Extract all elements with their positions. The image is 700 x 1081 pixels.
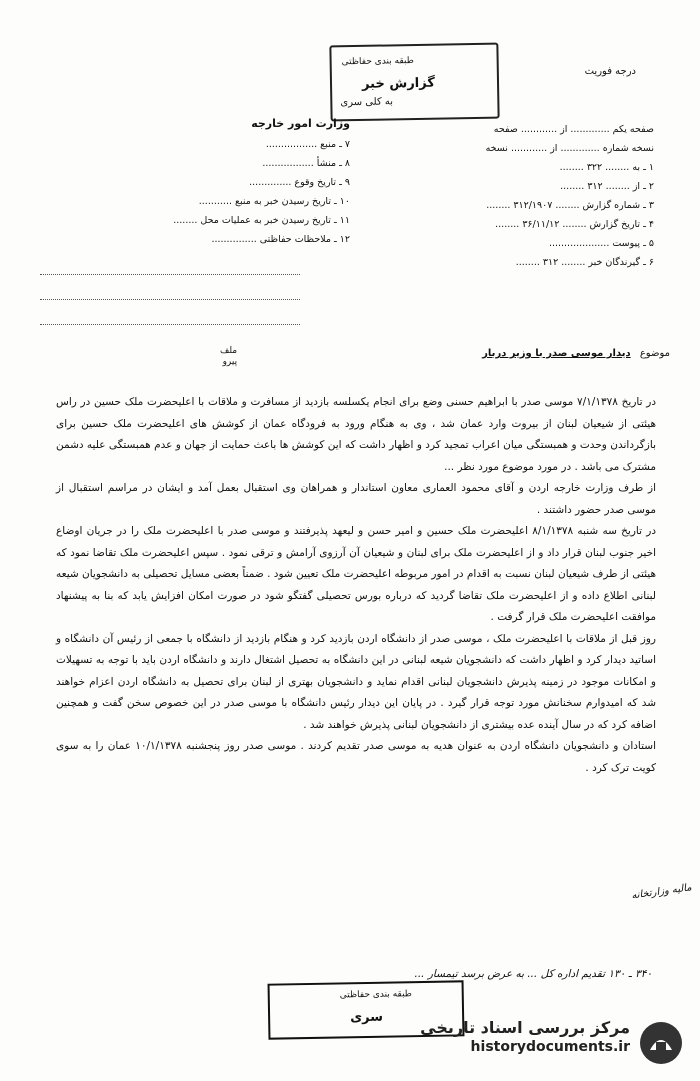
meta-left-row: ۸ ـ منشأ ................. — [262, 158, 350, 169]
subject-label: موضوع — [639, 348, 670, 359]
meta-left-row: ۱۲ ـ ملاحظات حفاظتی ............... — [211, 234, 350, 245]
meta-right-row: صفحه یکم ............. از ............ صفحه — [493, 124, 654, 135]
meta-right-row: ۶ ـ گیرندگان خبر ........ ۳۱۲ ........ — [515, 257, 654, 268]
body-paragraph: در تاریخ ۷/۱/۱۳۷۸ موسی صدر با ابراهیم حسنی وضع برای انجام یکسلسه بازدید از مسافرت و ملاقات با اعلیحضرت ملک حسین در راس هیئتی از شیعیان لبنان از بیروت وارد عمان شد ، وی به هنگام ورود به فرودگاه عمان از کوشش های اعلیحضرت ملک حسین برای بازگرداندن وحدت و همبستگی میان اعراب تمجید کرد و اظهار داشت که این کوشش ها باعث حمایت از جهان و عدم همبستگی علیه دشمن مشترک می باشد . در مورد موضوع مورد نظر ... — [56, 396, 656, 473]
blank-line — [40, 254, 300, 275]
priority-label: درجه فوریت — [584, 66, 636, 77]
stamp-top-line3: به کلی سری — [340, 96, 394, 109]
handwritten-margin-note: مالیه وزارتخانه — [630, 882, 693, 902]
meta-left-block — [150, 114, 350, 249]
blank-line — [40, 304, 300, 325]
meta-right-row: ۱ ـ به ........ ۳۲۲ ........ — [559, 162, 654, 173]
meta-left-row: ۱۰ ـ تاریخ رسیدن خبر به منبع ........... — [198, 196, 350, 207]
stamp-top-line1: طبقه بندی حفاظتی — [341, 56, 414, 68]
meta-right-row: ۵ ـ پیوست .................... — [548, 238, 654, 249]
meta-right-row: ۴ ـ تاریخ گزارش ........ ۳۶/۱۱/۱۲ ........ — [495, 219, 654, 230]
archive-logo-icon — [638, 1020, 684, 1066]
ministry-title: وزارت امور خارجه — [251, 117, 350, 130]
meta-left-row: ۱۱ ـ تاریخ رسیدن خبر به عملیات محل ........ — [173, 215, 350, 226]
classification-note — [220, 346, 237, 368]
handwritten-footer: ۳۴۰ ـ ۱۳۰ تقدیم اداره کل ... به عرض برسد تیمسار ... — [414, 968, 652, 980]
subject-row — [482, 348, 670, 359]
stamp-top-line2: گزارش خبر — [361, 75, 435, 92]
body-paragraph: از طرف وزارت خارجه اردن و آقای محمود العماری معاون استاندار و همراهان وی استقبال بعمل آمد و ایشان در مراسم استقبال از موسی صدر حضور داشتند . — [56, 482, 656, 516]
watermark — [420, 1018, 630, 1055]
meta-right-block — [394, 120, 654, 272]
body-paragraph: روز قبل از ملاقات با اعلیحضرت ملک ، موسی صدر از دانشگاه اردن بازدید کرد و هنگام بازدید از دانشگاه با جمعی از رئیس آن دانشگاه و اساتید دیدار کرد و اظهار داشت که دانشجویان شیعه لبنانی در این دانشگاه به تحصیل اشتغال دارند و دانشگاه اردن باید با توجه به تسهیلات و امکانات موجود در زمینه پذیرش دانشجویان لبنانی اقدام نماید و دانشجویان بهتری از لبنان برای تحصیل به دانشگاه اردن اعزام خواهند شد که امیدوارم سخنانش مورد توجه قرار گیرد . در پایان این دیدار رئیس دانشگاه با موسی صدر در این خصوص سخن گفت و همچنین اضافه کرد که در سال آینده عده بیشتری از دانشجویان لبنانی پذیرش خواهند شد . — [56, 632, 656, 731]
stamp-bottom-line1: طبقه بندی حفاظتی — [339, 989, 413, 1001]
meta-right-row: ۳ ـ شماره گزارش ........ ۳۱۲/۱۹۰۷ ........ — [486, 200, 654, 211]
report-body — [56, 392, 656, 779]
body-paragraph: در تاریخ سه شنبه ۸/۱/۱۳۷۸ اعلیحضرت ملک حسین و امیر حسن و لیعهد پذیرفتند و موسی صدر با اعلیحضرت ملک را در جریان اوضاع اخیر جنوب لبنان قرار داد و از اعلیحضرت ملک برای لبنان و شیعیان آن آرزوی آرامش و ترقی نمود . سپس اعلیحضرت ملک تقاضا نمود که هیئتی از طرف شیعیان لبنان نسبت به اقدام در امور مربوطه اعلیحضرت ملک تعیین شود . ضمناً بعضی مسایل تحصیلی به دانشجویان شیعه لبنانی اطلاع داده و از اعلیحضرت ملک تقاضا گردید که درباره بورس تحصیلی گفتگو شود در صورت امکان افزایش یابد که بنا به پیشنهاد موافقت اعلیحضرت ملک قرار گرفت . — [56, 525, 656, 623]
meta-right-row: ۲ ـ از ........ ۳۱۲ ........ — [560, 181, 654, 192]
classification-note-line2: پیرو — [222, 357, 238, 367]
classification-stamp-top — [329, 43, 499, 122]
blank-lines — [40, 254, 300, 329]
watermark-url: historydocuments.ir — [470, 1039, 630, 1055]
meta-right-row: نسخه شماره ............. از ............ نسخه — [485, 143, 654, 154]
blank-line — [40, 279, 300, 300]
meta-left-row: ۷ ـ منبع ................. — [265, 139, 350, 150]
watermark-org: مرکز بررسی اسناد تاریخی — [420, 1018, 630, 1037]
stamp-bottom-line2: سری — [350, 1009, 384, 1026]
subject-text: دیدار موسی صدر با وزیر دربار — [482, 348, 631, 359]
body-paragraph: استادان و دانشجویان دانشگاه اردن به عنوان هدیه به موسی صدر تقدیم کردند . موسی صدر روز پنجشنبه ۱۰/۱/۱۳۷۸ عمان را به سوی کویت ترک کرد . — [56, 740, 657, 774]
classification-note-line1: ملف — [220, 346, 238, 356]
meta-left-row: ۹ ـ تاریخ وقوع .............. — [249, 177, 350, 188]
